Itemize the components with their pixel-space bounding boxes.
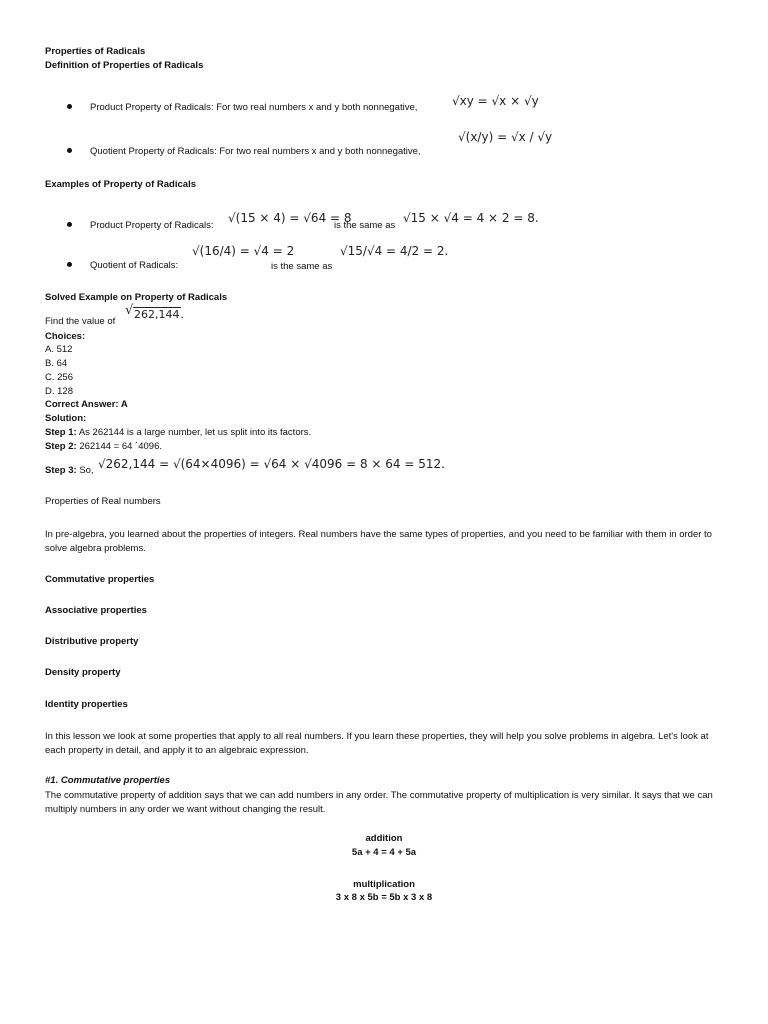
- commutative-text: The commutative property of addition says that we can add numbers in any order. The commutative property of multiplication is very similar. It says that we can multiply numbers in any order we want without changing the result.: [45, 790, 713, 815]
- example-quotient-rhs: √15/√4 = 4/2 = 2.: [340, 244, 449, 258]
- example-quotient-lhs: √(16/4) = √4 = 2: [192, 244, 295, 258]
- bullet-icon: [67, 148, 72, 153]
- same-as-text: is the same as: [271, 261, 333, 272]
- quotient-formula: √(x/y) = √x / √y: [458, 130, 553, 144]
- list-item: Associative properties: [45, 605, 147, 616]
- addition-label: addition: [365, 833, 403, 844]
- step-2-label: Step 2:: [45, 441, 77, 452]
- solution-label: Solution:: [45, 413, 87, 424]
- step-3: [45, 465, 94, 477]
- solved-radical: √ 262,144.: [126, 307, 184, 321]
- step-2-text: 262144 = 64 ´4096.: [79, 441, 162, 452]
- bullet-icon: [67, 104, 72, 109]
- step-1: [45, 427, 311, 439]
- example-product-rhs: √15 × √4 = 4 × 2 = 8.: [403, 211, 539, 225]
- choice-a: A. 512: [45, 344, 73, 355]
- product-formula: √xy = √x × √y: [452, 94, 539, 108]
- list-item: Commutative properties: [45, 574, 155, 585]
- doc-subtitle: Definition of Properties of Radicals: [45, 60, 204, 71]
- examples-heading: Examples of Property of Radicals: [45, 179, 196, 190]
- solved-heading: Solved Example on Property of Radicals: [45, 292, 228, 303]
- example-quotient-label: Quotient of Radicals:: [90, 260, 179, 271]
- choice-b: B. 64: [45, 358, 68, 369]
- example-product: [67, 220, 214, 232]
- multiplication-label: multiplication: [353, 879, 415, 890]
- commutative-heading: #1. Commutative properties: [45, 775, 171, 786]
- step-3-text: So,: [79, 465, 94, 476]
- step-3-math: √262,144 = √(64×4096) = √64 × √4096 = 8 × 64 = 512.: [98, 457, 445, 471]
- solved-question: Find the value of: [45, 316, 116, 327]
- multiplication-equation: 3 x 8 x 5b = 5b x 3 x 8: [335, 892, 433, 903]
- example-product-lhs: √(15 × 4) = √64 = 8: [228, 211, 352, 225]
- choice-c: C. 256: [45, 372, 73, 383]
- choices-label: Choices:: [45, 331, 86, 342]
- real-numbers-intro: In pre-algebra, you learned about the properties of integers. Real numbers have the same types of properties, and you need to be familiar with them in order to solve algebra problems.: [45, 529, 712, 554]
- step-1-text: As 262144 is a large number, let us split into its factors.: [78, 427, 312, 438]
- list-item: Identity properties: [45, 699, 128, 710]
- addition-equation: 5a + 4 = 4 + 5a: [351, 847, 417, 858]
- step-3-label: Step 3:: [45, 465, 77, 476]
- doc-title: Properties of Radicals: [45, 46, 146, 57]
- step-1-label: Step 1:: [45, 427, 77, 438]
- bullet-icon: [67, 262, 72, 267]
- quotient-definition-text: Quotient Property of Radicals: For two real numbers x and y both nonnegative,: [90, 146, 421, 157]
- choice-d: D. 128: [45, 386, 73, 397]
- definition-quotient: [67, 146, 421, 158]
- correct-answer: Correct Answer: A: [45, 399, 128, 410]
- real-numbers-heading: Properties of Real numbers: [45, 496, 161, 507]
- list-item: Density property: [45, 667, 121, 678]
- product-definition-text: Product Property of Radicals: For two real numbers x and y both nonnegative,: [90, 102, 418, 113]
- example-quotient: [67, 260, 178, 272]
- step-2: [45, 441, 162, 453]
- definition-product: [67, 102, 417, 114]
- lesson-paragraph: In this lesson we look at some properties that apply to all real numbers. If you learn these properties, they will help you solve problems in algebra. Let's look at each property in detail, and apply it to an algebraic expression.: [45, 731, 709, 756]
- example-product-label: Product Property of Radicals:: [90, 220, 214, 231]
- bullet-icon: [67, 222, 72, 227]
- list-item: Distributive property: [45, 636, 139, 647]
- radical-symbol: √ 262,144: [126, 307, 181, 321]
- same-as-text: is the same as: [334, 220, 396, 231]
